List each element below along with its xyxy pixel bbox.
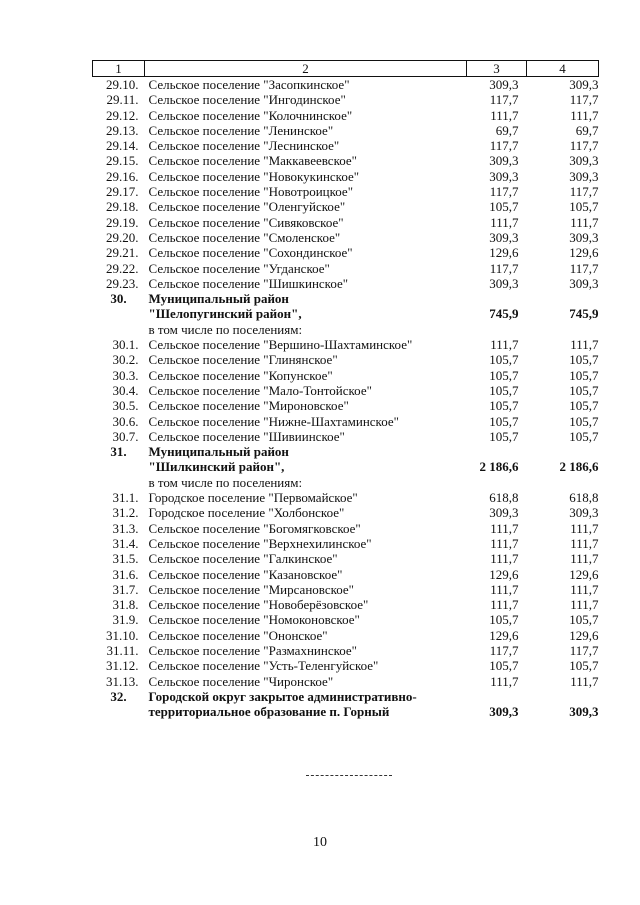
row-number: 30.5. <box>112 398 139 414</box>
row-number: 29.14. <box>106 138 139 154</box>
amount-col-4: 105,7 <box>569 382 599 398</box>
table-row <box>93 398 599 413</box>
amount-col-4: 105,7 <box>569 367 599 383</box>
district-spacer <box>527 475 599 490</box>
amount-col-4: 105,7 <box>569 199 599 215</box>
amount-col-3: 129,6 <box>489 245 519 261</box>
header-col-1: 1 <box>93 61 145 77</box>
amount-col-4: 111,7 <box>570 673 599 689</box>
row-number: 31.9. <box>112 612 139 628</box>
amount-col-3: 117,7 <box>489 260 519 276</box>
amount-col-4: 117,7 <box>569 642 599 658</box>
header-col-4: 4 <box>527 61 599 77</box>
amount-col-4: 105,7 <box>569 428 599 444</box>
amount-col-4: 111,7 <box>570 581 599 597</box>
settlement-name: Сельское поселение "Вершино-Шахтаминское" <box>148 337 413 353</box>
amount-col-4: 309,3 <box>569 275 599 291</box>
settlement-name: Сельское поселение "Сивяковское" <box>148 214 344 230</box>
settlement-name: Сельское поселение "Новокукинское" <box>148 168 360 184</box>
settlement-name: Сельское поселение "Ононское" <box>148 627 328 643</box>
amount-col-4: 111,7 <box>570 535 599 551</box>
table-row <box>93 383 599 398</box>
amount-col-3: 309,3 <box>489 77 519 92</box>
amount-col-3: 105,7 <box>489 428 519 444</box>
header-col-2: 2 <box>145 61 467 77</box>
end-separator-line <box>306 775 392 776</box>
settlement-name: Сельское поселение "Угданское" <box>148 260 330 276</box>
amount-col-3: 111,7 <box>490 107 519 123</box>
district-spacer <box>93 704 145 719</box>
settlement-name: Сельское поселение "Мирсановское" <box>148 581 354 597</box>
amount-col-4: 105,7 <box>569 398 599 414</box>
settlement-name: Сельское поселение "Новотроицкое" <box>148 184 354 200</box>
district-title-line2: "Шелопугинский район", <box>148 306 302 322</box>
table-row <box>93 276 599 291</box>
settlement-name: Городское поселение "Первомайское" <box>148 490 358 506</box>
row-number: 29.17. <box>106 184 139 200</box>
table-row <box>93 337 599 352</box>
amount-col-3: 105,7 <box>489 612 519 628</box>
district-number: 30. <box>110 291 127 307</box>
table-row <box>93 643 599 658</box>
row-number: 30.6. <box>112 413 139 429</box>
amount-col-4: 618,8 <box>569 490 599 506</box>
row-number: 31.3. <box>112 520 139 536</box>
amount-col-3: 618,8 <box>489 490 519 506</box>
page-number: 10 <box>313 835 327 850</box>
table-row <box>93 368 599 383</box>
district-total-col-4: 2 186,6 <box>559 459 599 475</box>
amount-col-4: 309,3 <box>569 505 599 521</box>
row-number: 31.8. <box>112 597 139 613</box>
amount-col-3: 111,7 <box>490 673 519 689</box>
settlement-name: Сельское поселение "Колочнинское" <box>148 107 353 123</box>
district-total-col-4: 745,9 <box>569 306 599 322</box>
amount-col-4: 117,7 <box>569 92 599 108</box>
amount-col-4: 105,7 <box>569 352 599 368</box>
amount-col-3: 129,6 <box>489 566 519 582</box>
amount-col-3: 309,3 <box>489 168 519 184</box>
district-spacer <box>467 291 527 306</box>
row-number: 30.4. <box>112 382 139 398</box>
settlement-name: Сельское поселение "Сохондинское" <box>148 245 353 261</box>
district-spacer <box>93 459 145 474</box>
settlement-name: Сельское поселение "Усть-Теленгуйское" <box>148 658 379 674</box>
row-number: 31.13. <box>106 673 139 689</box>
settlement-name: Сельское поселение "Копунское" <box>148 367 333 383</box>
district-subheading: в том числе по поселениям: <box>148 474 303 490</box>
district-heading-row <box>93 689 599 704</box>
row-number: 29.23. <box>106 275 139 291</box>
table-row <box>93 261 599 276</box>
amount-col-3: 117,7 <box>489 92 519 108</box>
amount-col-4: 111,7 <box>570 597 599 613</box>
district-spacer <box>93 322 145 337</box>
table-row <box>93 108 599 123</box>
table-row <box>93 597 599 612</box>
table-row <box>93 612 599 627</box>
amount-col-4: 111,7 <box>570 337 599 353</box>
amount-col-3: 117,7 <box>489 642 519 658</box>
district-spacer <box>527 291 599 306</box>
table-row <box>93 352 599 367</box>
row-number: 29.20. <box>106 229 139 245</box>
settlement-name: Сельское поселение "Ленинское" <box>148 122 334 138</box>
settlement-name: Сельское поселение "Богомягковское" <box>148 520 361 536</box>
amount-col-4: 129,6 <box>569 566 599 582</box>
amount-col-3: 105,7 <box>489 352 519 368</box>
district-spacer <box>467 322 527 337</box>
district-total-col-4: 309,3 <box>569 704 599 720</box>
district-title-line1: Городской округ закрытое административно- <box>148 688 417 704</box>
table-row <box>93 582 599 597</box>
settlement-name: Сельское поселение "Чиронское" <box>148 673 334 689</box>
header-col-3: 3 <box>467 61 527 77</box>
allocation-table <box>92 60 599 719</box>
row-number: 31.5. <box>112 551 139 567</box>
amount-col-3: 117,7 <box>489 184 519 200</box>
settlement-name: Сельское поселение "Новоберёзовское" <box>148 597 369 613</box>
table-row <box>93 505 599 520</box>
settlement-name: Сельское поселение "Мироновское" <box>148 398 349 414</box>
amount-col-4: 105,7 <box>569 658 599 674</box>
table-row <box>93 628 599 643</box>
amount-col-3: 111,7 <box>490 214 519 230</box>
row-number: 29.18. <box>106 199 139 215</box>
district-total-col-3: 745,9 <box>489 306 519 322</box>
district-total-col-3: 2 186,6 <box>479 459 519 475</box>
district-spacer <box>467 689 527 704</box>
table-row <box>93 77 599 93</box>
district-total-row <box>93 704 599 719</box>
district-total-col-3: 309,3 <box>489 704 519 720</box>
amount-col-4: 117,7 <box>569 184 599 200</box>
settlement-name: Городское поселение "Холбонское" <box>148 505 345 521</box>
amount-col-3: 105,7 <box>489 398 519 414</box>
amount-col-4: 111,7 <box>570 214 599 230</box>
amount-col-3: 309,3 <box>489 505 519 521</box>
district-heading-row <box>93 291 599 306</box>
table-row <box>93 169 599 184</box>
district-number: 32. <box>110 688 127 704</box>
table-row <box>93 215 599 230</box>
row-number: 31.12. <box>106 658 139 674</box>
row-number: 30.7. <box>112 428 139 444</box>
row-number: 30.1. <box>112 337 139 353</box>
table-row <box>93 245 599 260</box>
amount-col-3: 111,7 <box>490 581 519 597</box>
district-title-line2: "Шилкинский район", <box>148 459 285 475</box>
district-title-line2: территориальное образование п. Горный <box>148 704 390 720</box>
row-number: 30.3. <box>112 367 139 383</box>
row-number: 29.21. <box>106 245 139 261</box>
amount-col-3: 309,3 <box>489 153 519 169</box>
district-subheading-row <box>93 475 599 490</box>
settlement-name: Сельское поселение "Маккавеевское" <box>148 153 357 169</box>
row-number: 29.22. <box>106 260 139 276</box>
amount-col-3: 105,7 <box>489 382 519 398</box>
amount-col-3: 69,7 <box>495 122 519 138</box>
row-number: 29.16. <box>106 168 139 184</box>
district-spacer <box>93 306 145 321</box>
district-total-row <box>93 306 599 321</box>
amount-col-3: 129,6 <box>489 627 519 643</box>
amount-col-3: 105,7 <box>489 367 519 383</box>
settlement-name: Сельское поселение "Ингодинское" <box>148 92 346 108</box>
row-number: 29.12. <box>106 107 139 123</box>
amount-col-3: 111,7 <box>490 551 519 567</box>
district-spacer <box>467 444 527 459</box>
row-number: 30.2. <box>112 352 139 368</box>
district-subheading-row <box>93 322 599 337</box>
table-row <box>93 92 599 107</box>
district-spacer <box>527 322 599 337</box>
table-row <box>93 414 599 429</box>
row-number: 31.1. <box>112 490 139 506</box>
amount-col-4: 105,7 <box>569 413 599 429</box>
settlement-name: Сельское поселение "Номоконовское" <box>148 612 360 628</box>
amount-col-4: 129,6 <box>569 627 599 643</box>
row-number: 31.6. <box>112 566 139 582</box>
amount-col-4: 111,7 <box>570 520 599 536</box>
table-header-row <box>93 61 599 77</box>
amount-col-3: 309,3 <box>489 229 519 245</box>
amount-col-3: 309,3 <box>489 275 519 291</box>
settlement-name: Сельское поселение "Оленгуйское" <box>148 199 346 215</box>
amount-col-3: 105,7 <box>489 413 519 429</box>
row-number: 31.7. <box>112 581 139 597</box>
amount-col-4: 129,6 <box>569 245 599 261</box>
settlement-name: Сельское поселение "Шивиинское" <box>148 428 345 444</box>
settlement-name: Сельское поселение "Галкинское" <box>148 551 338 567</box>
amount-col-3: 111,7 <box>490 337 519 353</box>
row-number: 29.19. <box>106 214 139 230</box>
row-number: 31.10. <box>106 627 139 643</box>
amount-col-3: 111,7 <box>490 597 519 613</box>
settlement-name: Сельское поселение "Засопкинское" <box>148 77 350 92</box>
table-row <box>93 184 599 199</box>
amount-col-4: 117,7 <box>569 260 599 276</box>
amount-col-3: 111,7 <box>490 535 519 551</box>
row-number: 29.13. <box>106 122 139 138</box>
district-spacer <box>527 444 599 459</box>
amount-col-4: 309,3 <box>569 77 599 92</box>
row-number: 31.11. <box>106 642 139 658</box>
table-row <box>93 658 599 673</box>
row-number: 29.15. <box>106 153 139 169</box>
settlement-name: Сельское поселение "Леснинское" <box>148 138 340 154</box>
district-number: 31. <box>110 444 127 460</box>
settlement-name: Сельское поселение "Мало-Тонтойское" <box>148 382 372 398</box>
table-row <box>93 230 599 245</box>
settlement-name: Сельское поселение "Смоленское" <box>148 229 341 245</box>
table-row <box>93 551 599 566</box>
settlement-name: Сельское поселение "Казановское" <box>148 566 343 582</box>
district-subheading: в том числе по поселениям: <box>148 321 303 337</box>
district-title-line1: Муниципальный район <box>148 444 289 460</box>
settlement-name: Сельское поселение "Глинянское" <box>148 352 338 368</box>
amount-col-4: 309,3 <box>569 229 599 245</box>
amount-col-4: 111,7 <box>570 107 599 123</box>
amount-col-4: 309,3 <box>569 153 599 169</box>
row-number: 29.11. <box>106 92 139 108</box>
district-spacer <box>467 475 527 490</box>
settlement-name: Сельское поселение "Размахнинское" <box>148 642 357 658</box>
row-number: 29.10. <box>106 77 139 92</box>
table-row <box>93 490 599 505</box>
district-total-row <box>93 459 599 474</box>
amount-col-4: 69,7 <box>575 122 599 138</box>
district-title-line1: Муниципальный район <box>148 291 289 307</box>
settlement-name: Сельское поселение "Шишкинское" <box>148 275 349 291</box>
settlement-name: Сельское поселение "Верхнехилинское" <box>148 535 372 551</box>
settlement-name: Сельское поселение "Нижне-Шахтаминское" <box>148 413 399 429</box>
table-row <box>93 567 599 582</box>
table-row <box>93 521 599 536</box>
table-row <box>93 674 599 689</box>
amount-col-3: 117,7 <box>489 138 519 154</box>
amount-col-4: 309,3 <box>569 168 599 184</box>
district-spacer <box>527 689 599 704</box>
table-row <box>93 153 599 168</box>
row-number: 31.4. <box>112 535 139 551</box>
table-row <box>93 536 599 551</box>
amount-col-4: 105,7 <box>569 612 599 628</box>
table-row <box>93 199 599 214</box>
table-row <box>93 429 599 444</box>
table-row <box>93 123 599 138</box>
district-heading-row <box>93 444 599 459</box>
amount-col-3: 105,7 <box>489 658 519 674</box>
district-spacer <box>93 475 145 490</box>
amount-col-4: 111,7 <box>570 551 599 567</box>
amount-col-3: 111,7 <box>490 520 519 536</box>
row-number: 31.2. <box>112 505 139 521</box>
amount-col-4: 117,7 <box>569 138 599 154</box>
amount-col-3: 105,7 <box>489 199 519 215</box>
table-row <box>93 138 599 153</box>
